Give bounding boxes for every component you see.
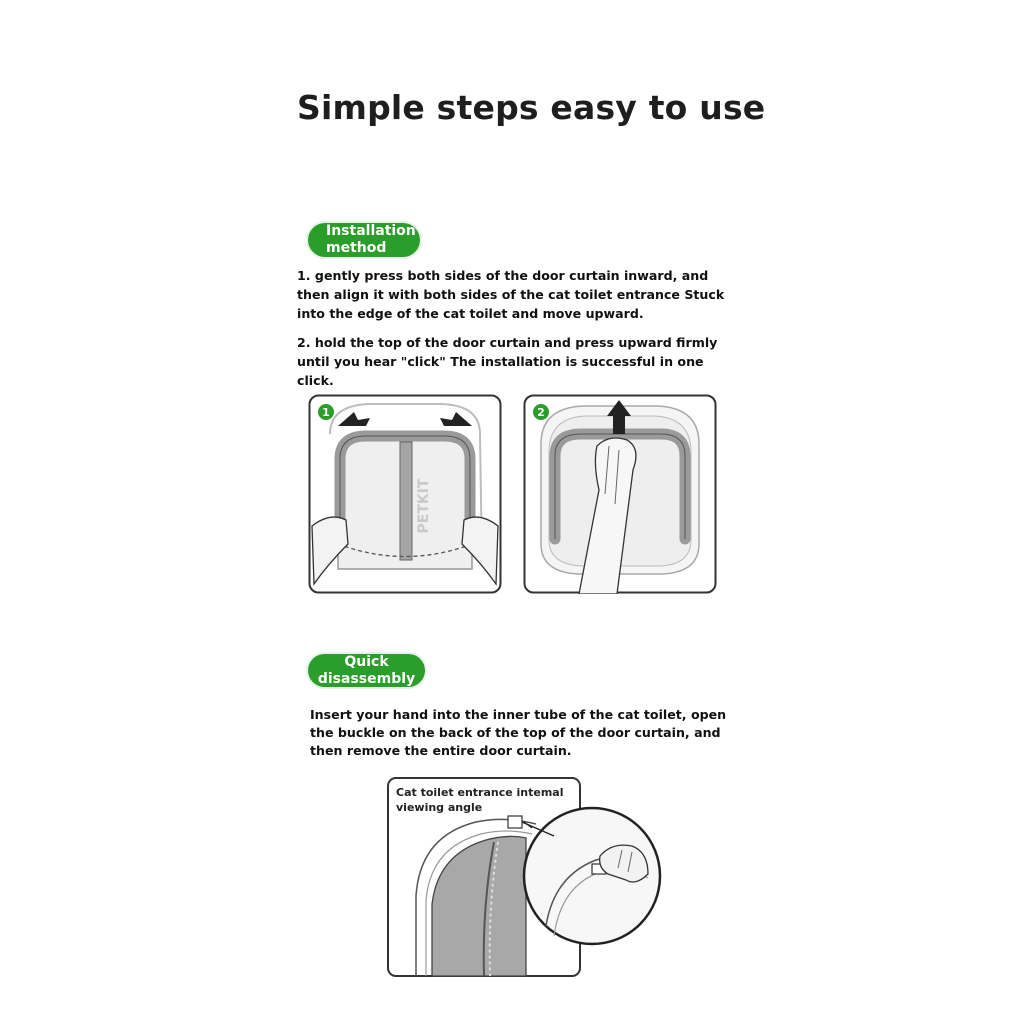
installation-step-2: 2. hold the top of the door curtain and press upward firmly until you hear "click" The installation is successful in one click. xyxy=(297,335,718,388)
installation-badge-line2: method xyxy=(326,240,387,256)
figure-2-number: 2 xyxy=(537,406,545,419)
installation-badge-line1: Installation xyxy=(326,223,416,239)
figure-caption: Cat toilet entrance intemal viewing angle xyxy=(396,786,564,814)
installation-figure-2 xyxy=(523,394,717,594)
quick-badge-line2: disassembly xyxy=(317,670,416,687)
installation-figure-1 xyxy=(308,394,502,594)
installation-method-badge xyxy=(308,223,420,257)
page-title: Simple steps easy to use xyxy=(297,88,766,127)
quick-disassembly-badge xyxy=(308,654,425,687)
quick-disassembly-text: Insert your hand into the inner tube of the cat toilet, open the buckle on the back of the top of the door curtain, and then remove the entire door curtain. xyxy=(310,707,727,758)
installation-step-1: 1. gently press both sides of the door curtain inward, and then align it with both sides of the cat toilet entrance Stuck into the edge of the cat toilet and move upward. xyxy=(297,268,725,321)
quick-badge-line1: Quick xyxy=(344,653,389,670)
petkit-brand-mark: PETKIT xyxy=(416,478,432,534)
figure-1-number: 1 xyxy=(322,406,330,419)
